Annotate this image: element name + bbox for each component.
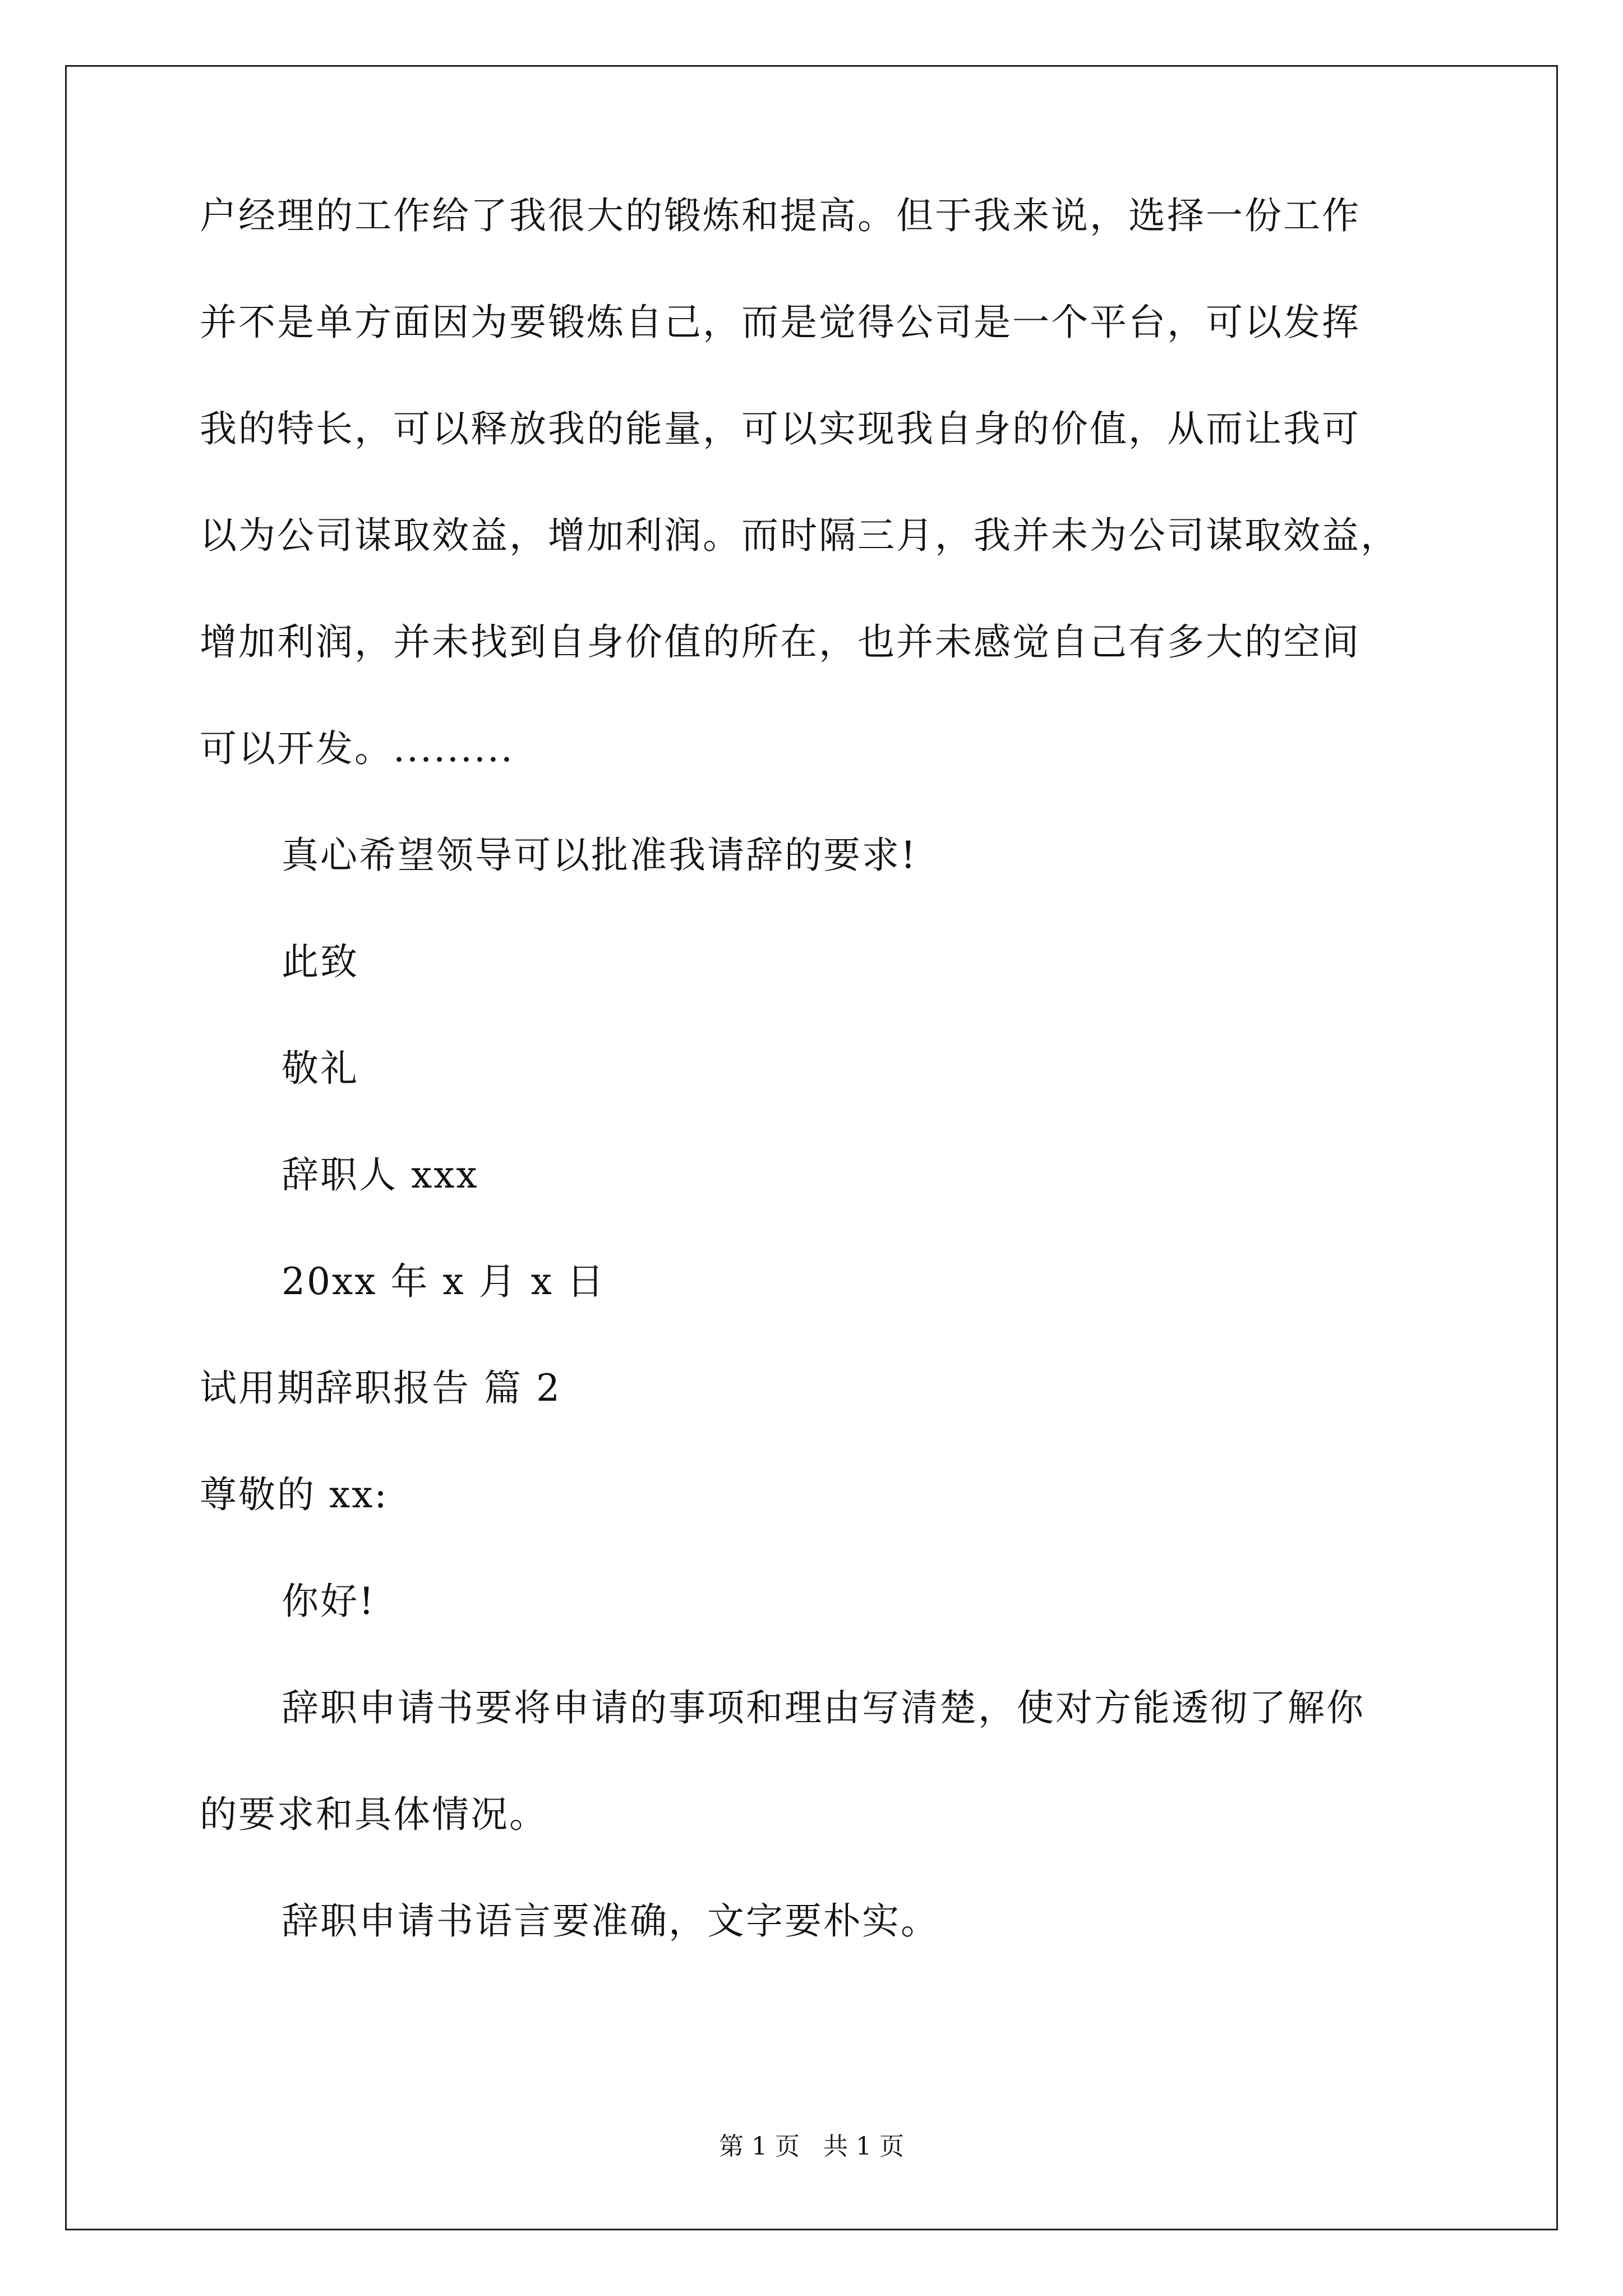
page-number-footer: 第 1 页 共 1 页	[719, 2132, 904, 2161]
salutation-cizhi: 此致	[282, 940, 359, 983]
signature-date: 20xx 年 x 月 x 日	[282, 1260, 606, 1303]
text-line: 辞职申请书要将申请的事项和理由写清楚，使对方能透彻了解你	[282, 1686, 1365, 1729]
text-line: 并不是单方面因为要锻炼自己，而是觉得公司是一个平台，可以发挥	[200, 301, 1361, 344]
letter-addressee: 尊敬的 xx:	[200, 1473, 389, 1516]
text-line: 增加利润，并未找到自身价值的所在，也并未感觉自己有多大的空间	[200, 620, 1361, 664]
greeting: 你好!	[282, 1580, 376, 1623]
document-body	[200, 194, 1433, 2009]
text-line: 以为公司谋取效益，增加利润。而时隔三月，我并未为公司谋取效益，	[200, 514, 1399, 557]
text-line: 辞职申请书语言要准确，文字要朴实。	[282, 1899, 939, 1943]
closing-request: 真心希望领导可以批准我请辞的要求!	[282, 834, 917, 877]
text-line: 的要求和具体情况。	[200, 1793, 548, 1836]
salutation-jingli: 敬礼	[282, 1047, 359, 1090]
section-heading: 试用期辞职报告 篇 2	[200, 1366, 561, 1410]
text-line: 户经理的工作给了我很大的锻炼和提高。但于我来说，选择一份工作	[200, 194, 1361, 237]
text-line: 可以开发。.........	[200, 727, 514, 770]
text-line: 我的特长，可以释放我的能量，可以实现我自身的价值，从而让我可	[200, 407, 1361, 450]
signature-name: 辞职人 xxx	[282, 1153, 479, 1197]
